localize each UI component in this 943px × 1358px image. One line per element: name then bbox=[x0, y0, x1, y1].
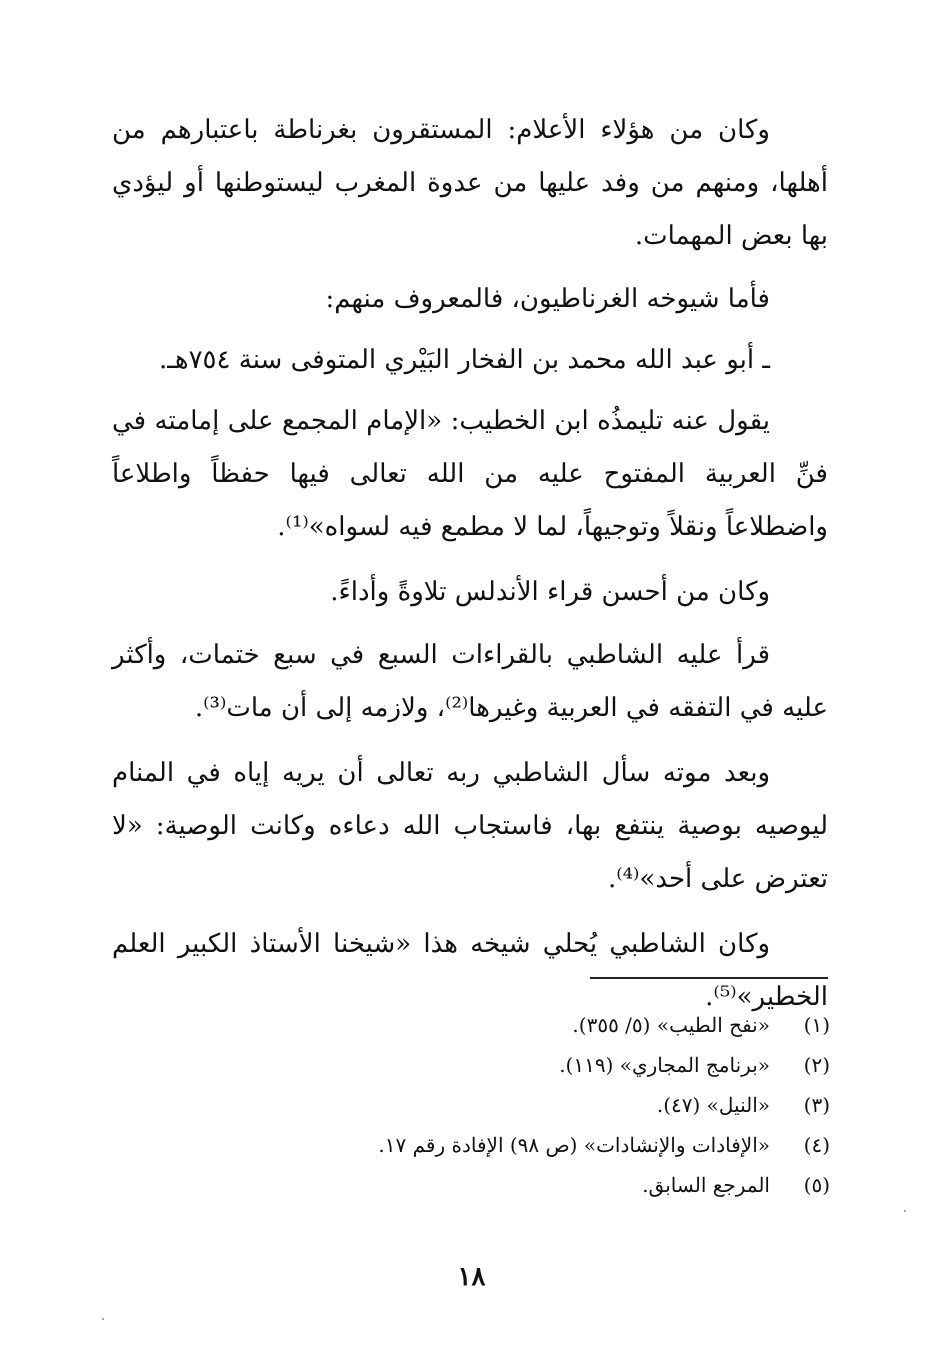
footnote-4 bbox=[340, 1125, 830, 1165]
footnote-number: (٥) bbox=[803, 1173, 830, 1197]
page-number: ١٨ bbox=[457, 1262, 486, 1292]
footnote-2 bbox=[340, 1045, 830, 1085]
footnote-text: «برنامج المجاري» (١١٩). bbox=[559, 1053, 770, 1077]
paragraph-3: ـ أبو عبد الله محمد بن الفخار البَيْري المتوفى سنة ٧٥٤هـ. bbox=[159, 345, 770, 375]
footnote-separator bbox=[590, 977, 828, 979]
footnotes bbox=[340, 1005, 830, 1205]
footnote-text: «نفح الطيب» (٥/ ٣٥٥). bbox=[572, 1013, 770, 1037]
footnote-number: (٤) bbox=[803, 1133, 830, 1157]
scan-speck bbox=[102, 1318, 104, 1320]
footnote-number: (١) bbox=[803, 1013, 830, 1037]
paragraph-4: يقول عنه تليمذُه ابن الخطيب: «الإمام المجمع على إمامته في فنِّ العربية المفتوح عليه من الله تعالى فيها حفظاً واطلاعاً واضطلاعاً ونقلاً وتوجيهاً، لما لا مطمع فيه لسواه»⁽¹⁾. bbox=[112, 406, 828, 542]
paragraph-8: وكان الشاطبي يُحلي شيخه هذا «شيخنا الأستاذ الكبير العلم الخطير»⁽⁵⁾. bbox=[112, 929, 828, 1012]
scan-speck bbox=[904, 1210, 906, 1212]
footnote-text: «النيل» (٤٧). bbox=[656, 1093, 770, 1117]
footnote-1 bbox=[340, 1005, 830, 1045]
main-text bbox=[112, 104, 828, 1024]
footnote-text: «الإفادات والإنشادات» (ص ٩٨) الإفادة رقم ١٧. bbox=[378, 1133, 770, 1157]
footnote-text: المرجع السابق. bbox=[642, 1173, 770, 1197]
paragraph-5: وكان من أحسن قراء الأندلس تلاوةً وأداءً. bbox=[330, 577, 770, 607]
footnote-number: (٣) bbox=[803, 1093, 830, 1117]
paragraph-1: وكان من هؤلاء الأعلام: المستقرون بغرناطة باعتبارهم من أهلها، ومنهم من وفد عليها من عدوة المغرب ليستوطنها أو ليؤدي بها بعض المهمات. bbox=[112, 115, 828, 251]
paragraph-6: قرأ عليه الشاطبي بالقراءات السبع في سبع ختمات، وأكثر عليه في التفقه في العربية وغيرها⁽²⁾، ولازمه إلى أن مات⁽³⁾. bbox=[112, 640, 828, 723]
paragraph-7: وبعد موته سأل الشاطبي ربه تعالى أن يريه إياه في المنام ليوصيه بوصية ينتفع بها، فاستجاب الله دعاءه وكانت الوصية: «لا تعترض على أحد»⁽⁴⁾. bbox=[112, 758, 828, 894]
footnote-5 bbox=[340, 1165, 830, 1205]
footnote-3 bbox=[340, 1085, 830, 1125]
paragraph-2: فأما شيوخه الغرناطيون، فالمعروف منهم: bbox=[325, 284, 770, 314]
footnote-number: (٢) bbox=[803, 1053, 830, 1077]
